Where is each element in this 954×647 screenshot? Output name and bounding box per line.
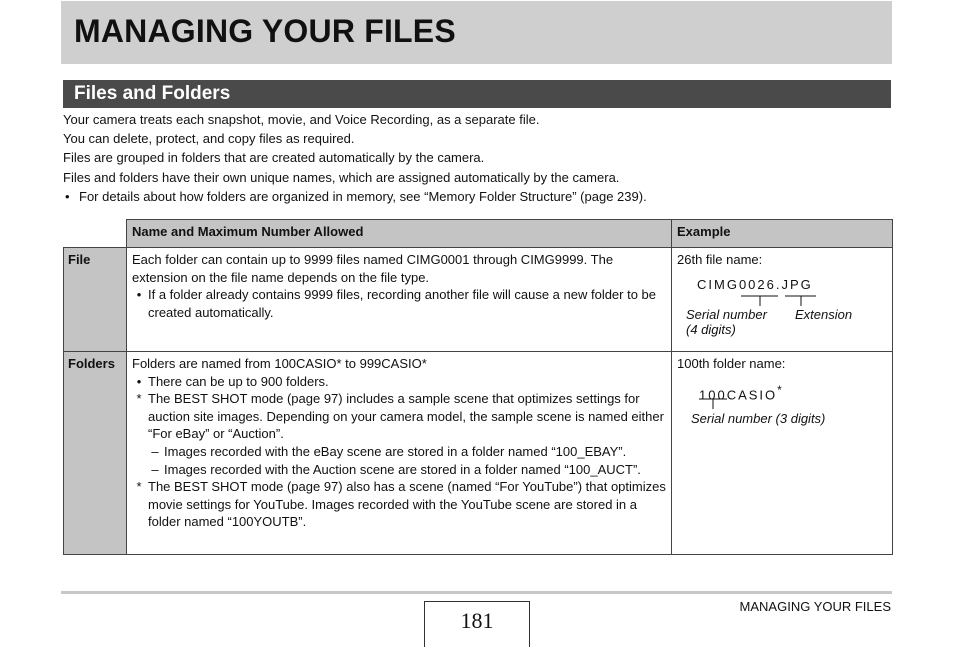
intro-line: Files and folders have their own unique names, which are assigned automatically by the camera.	[63, 169, 620, 185]
file-name-extension: JPG	[781, 277, 813, 292]
file-name-serial: 0026	[738, 277, 776, 292]
section-title: Files and Folders	[74, 83, 231, 104]
file-description: Each folder can contain up to 9999 files named CIMG0001 through CIMG9999. The extension on the file name depends on the file type.	[132, 252, 614, 285]
folders-note-2-text: The BEST SHOT mode (page 97) also has a scene (named “For YouTube”) that optimizes movie settings for YouTube. Images recorded with the YouTube scene are stored in a folder named “100YOUTB”.	[148, 479, 666, 530]
header-example: Example	[672, 220, 893, 248]
dash-icon: –	[151, 461, 159, 477]
row-label-folders: Folders	[64, 352, 127, 555]
folders-description: Folders are named from 100CASIO* to 999CASIO*	[132, 356, 427, 371]
file-example-label: 26th file name:	[677, 252, 763, 267]
folders-dash-1	[132, 443, 666, 461]
file-example-cell	[672, 248, 893, 352]
page-title: MANAGING YOUR FILES	[74, 13, 456, 49]
bullet-icon: •	[136, 287, 142, 303]
intro-bullet: • For details about how folders are organized in memory, see “Memory Folder Structure” (page 239).	[63, 187, 891, 206]
header-name-max: Name and Maximum Number Allowed	[127, 220, 672, 248]
files-table	[63, 219, 893, 555]
table-row-folders	[64, 352, 893, 555]
folders-description-cell	[127, 352, 672, 555]
folders-dash-2	[132, 461, 666, 479]
folders-dash-2-text: Images recorded with the Auction scene are stored in a folder named “100_AUCT”.	[164, 461, 641, 477]
file-bullet-text: If a folder already contains 9999 files, recording another file will cause a new folder to be created automatically.	[148, 287, 657, 320]
folders-note-1	[132, 390, 666, 443]
folders-bullet	[132, 373, 666, 391]
folders-note-2	[132, 478, 666, 531]
extension-caption: Extension	[795, 307, 853, 322]
folder-name-serial: 100	[699, 387, 727, 403]
page-number: 181	[424, 601, 530, 647]
serial-caption	[686, 307, 767, 337]
intro-text	[63, 110, 891, 206]
bullet-icon: •	[136, 373, 142, 389]
folder-serial-caption: Serial number (3 digits)	[691, 411, 826, 426]
section-bar	[63, 80, 891, 108]
folders-bullet-text: There can be up to 900 folders.	[148, 373, 329, 389]
footer-rule	[61, 591, 892, 594]
folders-example-label: 100th folder name:	[677, 356, 786, 371]
asterisk-icon: *	[136, 391, 142, 407]
row-label-file: File	[64, 248, 127, 352]
folder-name-casio: CASIO	[726, 387, 778, 403]
header-empty-cell	[64, 220, 127, 248]
intro-line: You can delete, protect, and copy files as required.	[63, 131, 355, 147]
file-name-dot: .	[775, 277, 782, 292]
file-name-prefix: CIMG	[697, 277, 739, 292]
folders-example-cell	[672, 352, 893, 555]
asterisk-icon: *	[136, 479, 142, 495]
file-bullet	[132, 286, 666, 321]
intro-line: Your camera treats each snapshot, movie, and Voice Recording, as a separate file.	[63, 112, 540, 127]
table-header-row	[64, 220, 893, 248]
intro-line: Files are grouped in folders that are created automatically by the camera.	[63, 150, 485, 166]
title-bar	[61, 1, 892, 64]
serial-caption-line2: (4 digits)	[686, 322, 736, 337]
table-row-file	[64, 248, 893, 352]
file-description-cell	[127, 248, 672, 352]
dash-icon: –	[151, 443, 159, 459]
folders-dash-1-text: Images recorded with the eBay scene are stored in a folder named “100_EBAY”.	[164, 443, 627, 459]
folders-note-1-text: The BEST SHOT mode (page 97) includes a sample scene that optimizes settings for auction site images. Depending on your camera model, the sample scene is named either “For eBay” or “Auction”.	[148, 391, 664, 442]
running-title: MANAGING YOUR FILES	[739, 599, 891, 614]
serial-caption-line1: Serial number	[686, 307, 767, 322]
folder-name-asterisk: *	[777, 383, 782, 397]
